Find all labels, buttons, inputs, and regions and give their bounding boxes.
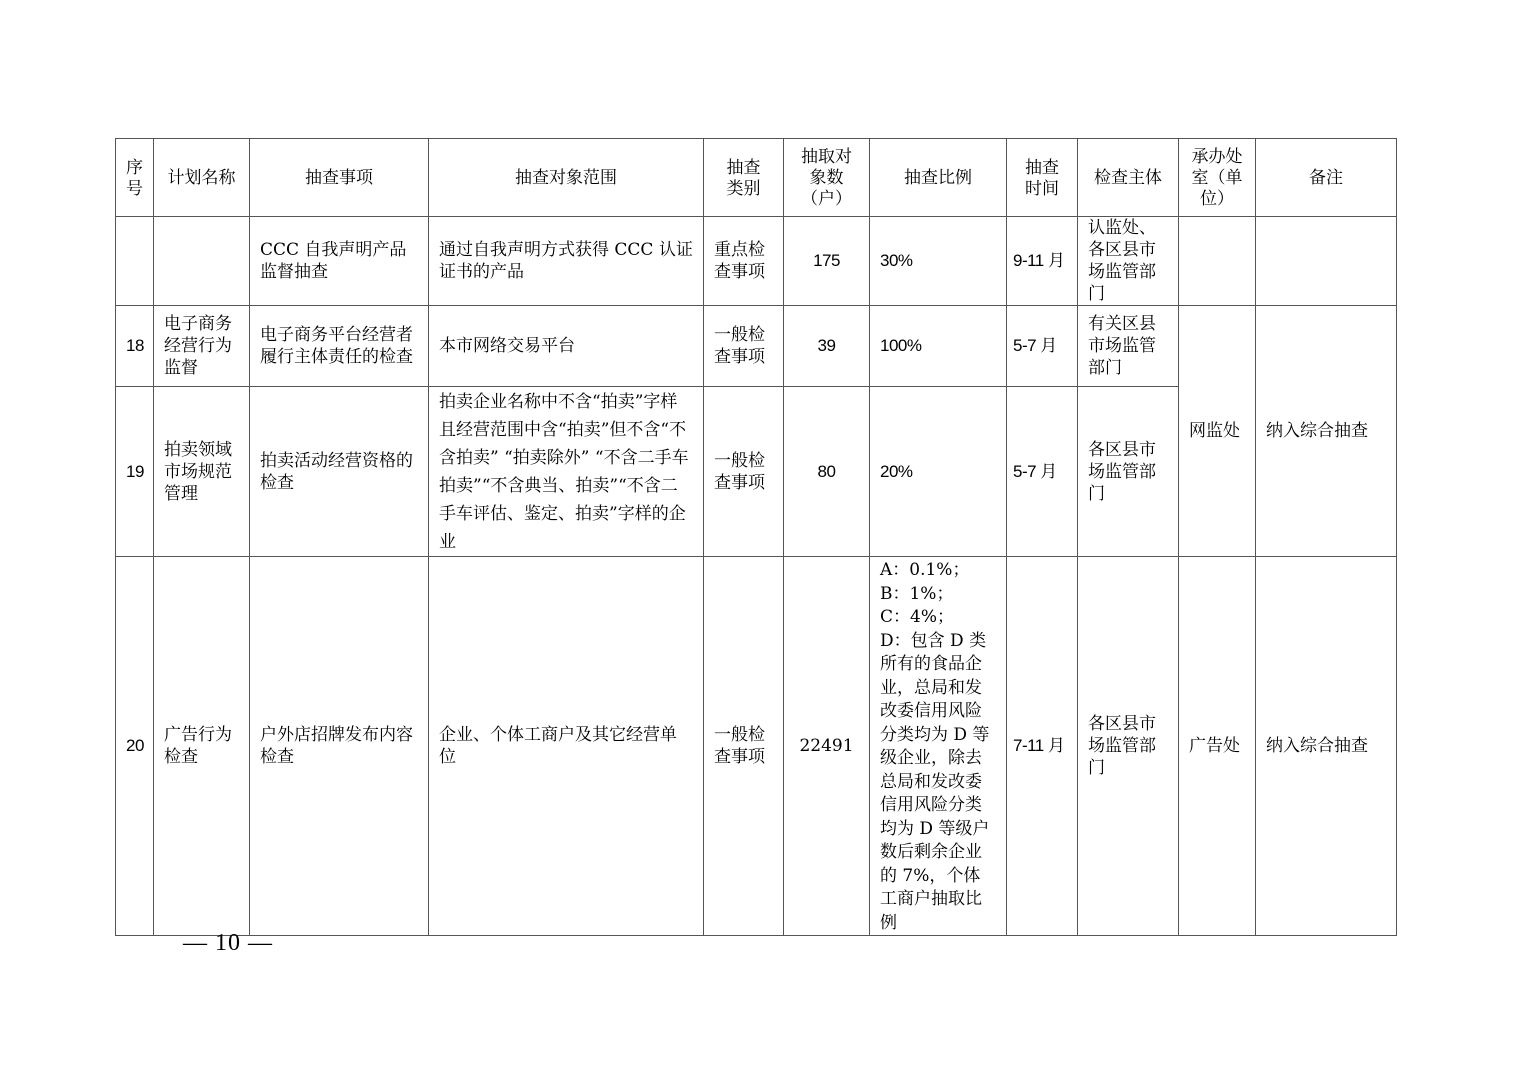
cell-item: 户外店招牌发布内容检查 [250, 557, 429, 936]
table-row [116, 557, 1397, 936]
header-seq: 序号 [116, 139, 154, 217]
cell-item: 拍卖活动经营资格的检查 [250, 387, 429, 557]
cell-scope: 通过自我声明方式获得 CCC 认证证书的产品 [429, 217, 704, 306]
cell-plan: 拍卖领域市场规范管理 [154, 387, 250, 557]
cell-category: 重点检查事项 [704, 217, 784, 306]
cell-category: 一般检查事项 [704, 557, 784, 936]
header-item: 抽查事项 [250, 139, 429, 217]
cell-note-merged: 纳入综合抽查 [1256, 306, 1397, 557]
cell-plan [154, 217, 250, 306]
cell-scope: 本市网络交易平台 [429, 306, 704, 387]
cell-dept [1179, 217, 1256, 306]
header-scope: 抽查对象范围 [429, 139, 704, 217]
cell-plan: 电子商务经营行为监督 [154, 306, 250, 387]
cell-time: 5-7 月 [1007, 387, 1078, 557]
cell-seq: 19 [116, 387, 154, 557]
cell-category: 一般检查事项 [704, 306, 784, 387]
cell-category: 一般检查事项 [704, 387, 784, 557]
cell-scope: 企业、个体工商户及其它经营单位 [429, 557, 704, 936]
cell-time: 5-7 月 [1007, 306, 1078, 387]
cell-ratio: 30% [870, 217, 1007, 306]
cell-plan: 广告行为检查 [154, 557, 250, 936]
cell-subject: 各区县市场监管部门 [1078, 557, 1179, 936]
cell-time: 7-11 月 [1007, 557, 1078, 936]
cell-count: 175 [784, 217, 870, 306]
cell-item: CCC 自我声明产品监督抽查 [250, 217, 429, 306]
header-category: 抽查类别 [704, 139, 784, 217]
header-row [116, 139, 1397, 217]
cell-dept: 广告处 [1179, 557, 1256, 936]
header-note: 备注 [1256, 139, 1397, 217]
table-row [116, 306, 1397, 387]
header-count: 抽取对象数（户） [784, 139, 870, 217]
inspection-plan-table [115, 138, 1397, 936]
cell-subject: 有关区县市场监管部门 [1078, 306, 1179, 387]
cell-ratio: 100% [870, 306, 1007, 387]
cell-scope: 拍卖企业名称中不含“拍卖”字样且经营范围中含“拍卖”但不含“不含拍卖” “拍卖除外” “不含二手车拍卖”“不含典当、拍卖”“不含二手车评估、鉴定、拍卖”字样的企业 [429, 387, 704, 557]
table-row [116, 217, 1397, 306]
cell-note: 纳入综合抽查 [1256, 557, 1397, 936]
cell-seq: 18 [116, 306, 154, 387]
header-plan: 计划名称 [154, 139, 250, 217]
header-dept: 承办处室（单位） [1179, 139, 1256, 217]
header-ratio: 抽查比例 [870, 139, 1007, 217]
cell-item: 电子商务平台经营者履行主体责任的检查 [250, 306, 429, 387]
header-time: 抽查时间 [1007, 139, 1078, 217]
cell-count: 80 [784, 387, 870, 557]
cell-seq [116, 217, 154, 306]
cell-ratio: 20% [870, 387, 1007, 557]
cell-seq: 20 [116, 557, 154, 936]
header-subject: 检查主体 [1078, 139, 1179, 217]
cell-dept-merged: 网监处 [1179, 306, 1256, 557]
cell-subject: 各区县市场监管部门 [1078, 387, 1179, 557]
cell-time: 9-11 月 [1007, 217, 1078, 306]
cell-subject: 认监处、各区县市场监管部门 [1078, 217, 1179, 306]
cell-count: 39 [784, 306, 870, 387]
cell-ratio [870, 557, 1007, 936]
page-number: — 10 — [183, 930, 273, 956]
cell-count: 22491 [784, 557, 870, 936]
cell-note [1256, 217, 1397, 306]
ratio-list: A：0.1%； B：1%； C：4%； D：包含 D 类所有的食品企业，总局和发改委信用风险分类均为 D 等级企业，除去总局和发改委信用风险分类均为 D 等级户数后剩余企业的 7%，个体工商户抽取比例 [880, 560, 990, 933]
